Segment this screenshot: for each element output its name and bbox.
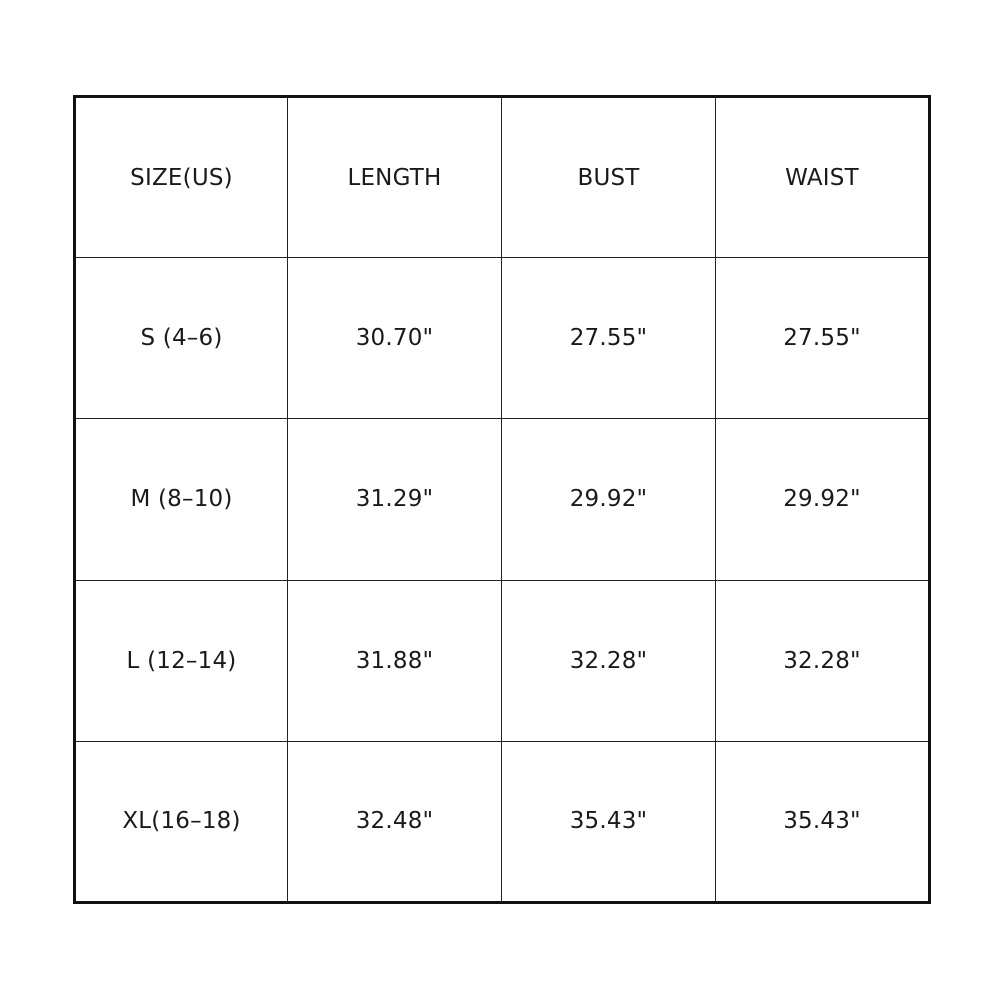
- cell-waist: 29.92": [716, 419, 930, 580]
- cell-size: S (4–6): [75, 258, 288, 419]
- header-length: LENGTH: [288, 97, 502, 258]
- cell-waist: 32.28": [716, 580, 930, 741]
- header-waist: WAIST: [716, 97, 930, 258]
- cell-length: 31.29": [288, 419, 502, 580]
- cell-length: 30.70": [288, 258, 502, 419]
- cell-waist: 27.55": [716, 258, 930, 419]
- table-row: [75, 258, 930, 419]
- header-row: [75, 97, 930, 258]
- cell-length: 31.88": [288, 580, 502, 741]
- cell-bust: 35.43": [502, 741, 716, 902]
- header-bust: BUST: [502, 97, 716, 258]
- cell-bust: 32.28": [502, 580, 716, 741]
- table-row: [75, 741, 930, 902]
- cell-length: 32.48": [288, 741, 502, 902]
- cell-size: L (12–14): [75, 580, 288, 741]
- cell-bust: 27.55": [502, 258, 716, 419]
- table-row: [75, 580, 930, 741]
- cell-size: XL(16–18): [75, 741, 288, 902]
- cell-bust: 29.92": [502, 419, 716, 580]
- size-chart-table: [73, 95, 931, 904]
- cell-size: M (8–10): [75, 419, 288, 580]
- table-row: [75, 419, 930, 580]
- cell-waist: 35.43": [716, 741, 930, 902]
- header-size: SIZE(US): [75, 97, 288, 258]
